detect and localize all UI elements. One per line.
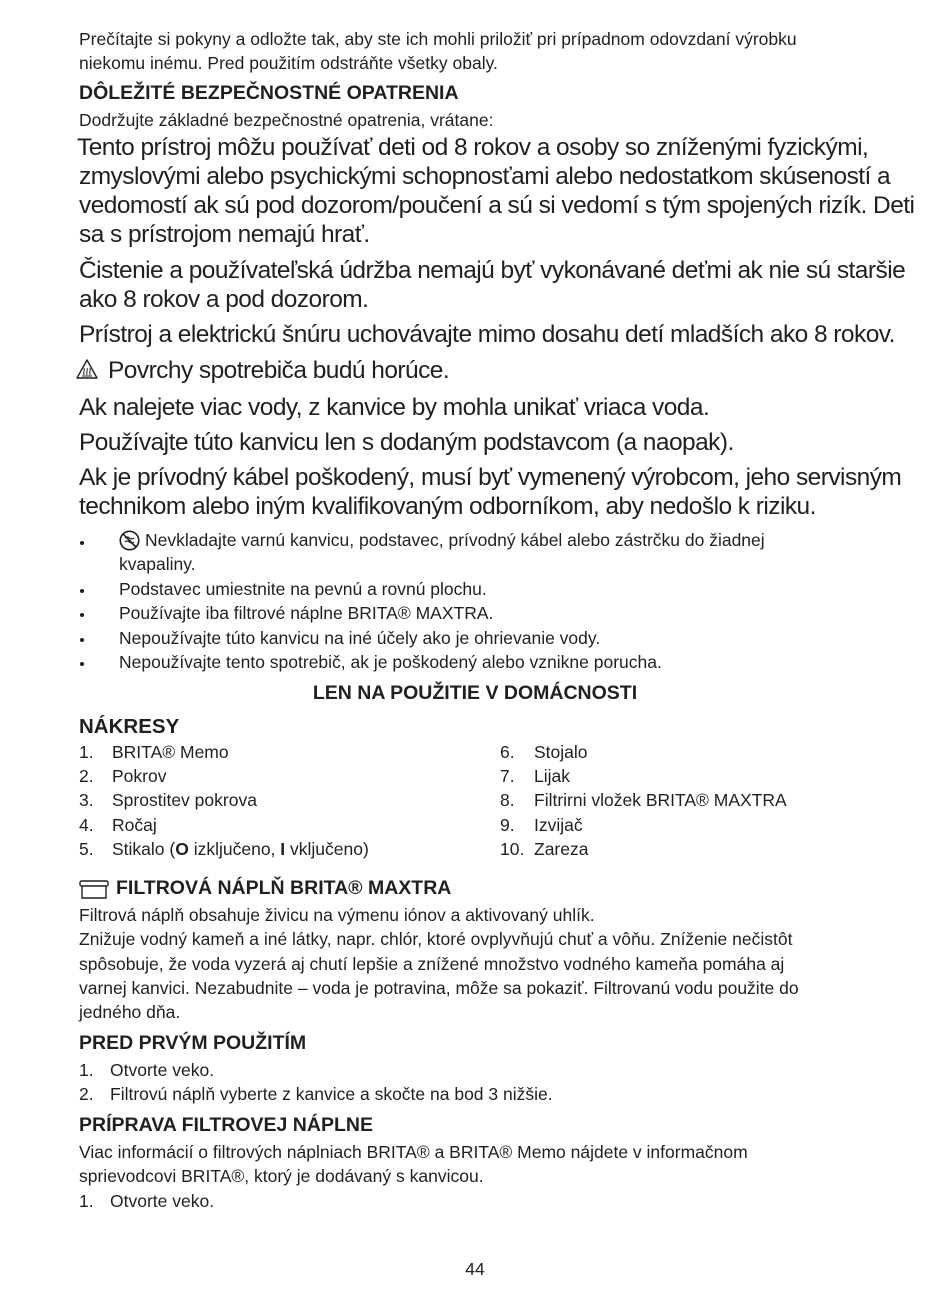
bullet-5: Nepoužívajte tento spotrebič, ak je poškodený alebo vznikne porucha. bbox=[119, 652, 662, 672]
page-number: 44 bbox=[465, 1259, 485, 1279]
drawing-item-num: 1. bbox=[79, 742, 94, 762]
safety-p1-line-4: sa s prístrojom nemajú hrať. bbox=[79, 221, 370, 248]
drawing-item-num: 7. bbox=[500, 766, 515, 786]
drawing-item-label: Lijak bbox=[534, 766, 570, 786]
drawing-item-num: 8. bbox=[500, 790, 515, 810]
prep-line-1: Viac informácií o filtrových náplniach BRITA® a BRITA® Memo nájdete v informačnom bbox=[79, 1142, 748, 1162]
drawing-item-5-label bbox=[112, 837, 369, 861]
safety-p2-line-2: ako 8 rokov a pod dozorom. bbox=[79, 286, 369, 313]
safety-p3: Prístroj a elektrickú šnúru uchovávajte mimo dosahu detí mladších ako 8 rokov. bbox=[79, 321, 895, 348]
no-immersion-icon bbox=[119, 530, 140, 551]
bullet-dot bbox=[80, 638, 84, 642]
drawing-item-num: 4. bbox=[79, 815, 94, 835]
bullet-3: Používajte iba filtrové náplne BRITA® MAXTRA. bbox=[119, 603, 494, 623]
prep-step: Otvorte veko. bbox=[110, 1191, 215, 1211]
drawing-item-num: 6. bbox=[500, 742, 515, 762]
safety-heading: DÔLEŽITÉ BEZPEČNOSTNÉ OPATRENIA bbox=[79, 82, 459, 104]
first-use-heading: PRED PRVÝM POUŽITÍM bbox=[79, 1032, 307, 1054]
switch-on-symbol: I bbox=[280, 839, 286, 859]
safety-subheading: Dodržujte základné bezpečnostné opatrenia, vrátane: bbox=[79, 110, 494, 130]
first-use-num: 1. bbox=[79, 1060, 94, 1080]
drawings-heading: NÁKRESY bbox=[79, 715, 180, 738]
drawing-item-label: Pokrov bbox=[112, 766, 167, 786]
safety-p1-line-2: zmyslovými alebo psychickými schopnosťami alebo nedostatkom skúseností a bbox=[79, 163, 891, 190]
safety-p2-line-1: Čistenie a používateľská údržba nemajú byť vykonávané deťmi ak nie sú staršie bbox=[79, 257, 906, 284]
drawing-item-num: 10. bbox=[500, 839, 525, 859]
safety-p7-line-2: technikom alebo iným kvalifikovaným odborníkom, aby nedošlo k riziku. bbox=[79, 493, 816, 520]
bullet-1-line-1: Nevkladajte varnú kanvicu, podstavec, prívodný kábel alebo zástrčku do žiadnej bbox=[145, 530, 765, 550]
drawing-item-label: Sprostitev pokrova bbox=[112, 790, 257, 810]
filter-line: Filtrová náplň obsahuje živicu na výmenu iónov a aktivovaný uhlík. bbox=[79, 905, 595, 925]
hot-surface-warning-icon bbox=[76, 359, 98, 379]
first-use-num: 2. bbox=[79, 1084, 94, 1104]
switch-label-mid: izključeno, bbox=[188, 839, 281, 859]
first-use-step: Filtrovú náplň vyberte z kanvice a skočte na bod 3 nižšie. bbox=[110, 1084, 553, 1104]
bullet-1-line-2: kvapaliny. bbox=[119, 554, 196, 574]
drawing-item-label: Filtrirni vložek BRITA® MAXTRA bbox=[534, 790, 787, 810]
household-use-notice: LEN NA POUŽITIE V DOMÁCNOSTI bbox=[312, 682, 638, 704]
filter-line: spôsobuje, že voda vyzerá aj chutí lepšie a znížené množstvo vodného kameňa pomáha aj bbox=[79, 954, 785, 974]
intro-line-2: niekomu inému. Pred použitím odstráňte všetky obaly. bbox=[79, 53, 498, 73]
drawing-item-label: Izvijač bbox=[534, 815, 583, 835]
bullet-dot bbox=[80, 613, 84, 617]
prep-step-num: 1. bbox=[79, 1191, 94, 1211]
prep-heading: PRÍPRAVA FILTROVEJ NÁPLNE bbox=[79, 1114, 373, 1136]
bullet-dot bbox=[80, 662, 84, 666]
bullet-dot bbox=[80, 541, 84, 545]
switch-off-symbol: O bbox=[175, 839, 189, 859]
drawing-item-label: BRITA® Memo bbox=[112, 742, 229, 762]
safety-p1-line-1: Tento prístroj môžu používať deti od 8 rokov a osoby so zníženými fyzickými, bbox=[77, 134, 869, 161]
drawing-item-num: 2. bbox=[79, 766, 94, 786]
bullet-4: Nepoužívajte túto kanvicu na iné účely ako je ohrievanie vody. bbox=[119, 628, 601, 648]
drawing-item-num: 3. bbox=[79, 790, 94, 810]
filter-line: Znižuje vodný kameň a iné látky, napr. chlór, ktoré ovplyvňujú chuť a vôňu. Zníženie nečistôt bbox=[79, 929, 793, 949]
prep-line-2: sprievodcovi BRITA®, ktorý je dodávaný s kanvicou. bbox=[79, 1166, 484, 1186]
filter-line: jedného dňa. bbox=[79, 1002, 181, 1022]
safety-p4: Povrchy spotrebiča budú horúce. bbox=[108, 357, 450, 384]
drawing-item-label: Stojalo bbox=[534, 742, 588, 762]
drawing-item-label: Ročaj bbox=[112, 815, 157, 835]
switch-label-pre: Stikalo ( bbox=[112, 839, 176, 859]
safety-p6: Používajte túto kanvicu len s dodaným podstavcom (a naopak). bbox=[79, 429, 734, 456]
intro-line-1: Prečítajte si pokyny a odložte tak, aby ste ich mohli priložiť pri prípadnom odovzdaní výrobku bbox=[79, 29, 797, 49]
safety-p1-line-3: vedomostí ak sú pod dozorom/poučení a sú si vedomí s tým spojených rizík. Deti bbox=[79, 192, 915, 219]
drawing-item-num: 5. bbox=[79, 839, 94, 859]
safety-p5: Ak nalejete viac vody, z kanvice by mohla unikať vriaca voda. bbox=[79, 394, 710, 421]
drawing-item-num: 9. bbox=[500, 815, 515, 835]
filter-heading: FILTROVÁ NÁPLŇ BRITA® MAXTRA bbox=[116, 877, 452, 899]
bullet-2: Podstavec umiestnite na pevnú a rovnú plochu. bbox=[119, 579, 487, 599]
filter-line: varnej kanvici. Nezabudnite – voda je potravina, môže sa pokaziť. Filtrovanú vodu použite do bbox=[79, 978, 799, 998]
first-use-step: Otvorte veko. bbox=[110, 1060, 215, 1080]
safety-p7-line-1: Ak je prívodný kábel poškodený, musí byť vymenený výrobcom, jeho servisným bbox=[79, 464, 902, 491]
filter-cartridge-icon bbox=[79, 879, 109, 900]
drawing-item-label: Zareza bbox=[534, 839, 589, 859]
switch-label-post: vključeno) bbox=[285, 839, 369, 859]
bullet-dot bbox=[80, 589, 84, 593]
